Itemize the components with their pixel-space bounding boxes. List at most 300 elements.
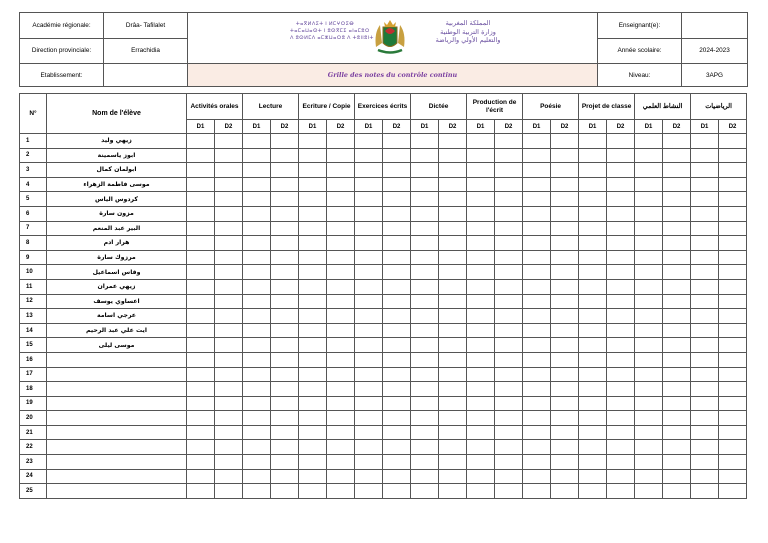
- grade-cell[interactable]: [215, 250, 243, 265]
- student-name[interactable]: اعساوي يوسف: [47, 294, 187, 309]
- grade-cell[interactable]: [411, 134, 439, 149]
- grade-cell[interactable]: [551, 236, 579, 251]
- grade-cell[interactable]: [243, 236, 271, 251]
- grade-cell[interactable]: [243, 411, 271, 426]
- grade-cell[interactable]: [215, 455, 243, 470]
- grade-cell[interactable]: [327, 236, 355, 251]
- grade-cell[interactable]: [719, 396, 747, 411]
- grade-cell[interactable]: [271, 250, 299, 265]
- grade-cell[interactable]: [243, 352, 271, 367]
- grade-cell[interactable]: [467, 206, 495, 221]
- grade-cell[interactable]: [579, 323, 607, 338]
- grade-cell[interactable]: [271, 148, 299, 163]
- grade-cell[interactable]: [299, 221, 327, 236]
- grade-cell[interactable]: [243, 396, 271, 411]
- grade-cell[interactable]: [187, 382, 215, 397]
- grade-cell[interactable]: [271, 221, 299, 236]
- grade-cell[interactable]: [299, 323, 327, 338]
- grade-cell[interactable]: [551, 382, 579, 397]
- grade-cell[interactable]: [635, 396, 663, 411]
- grade-cell[interactable]: [411, 367, 439, 382]
- grade-cell[interactable]: [383, 148, 411, 163]
- grade-cell[interactable]: [551, 484, 579, 499]
- grade-cell[interactable]: [187, 338, 215, 353]
- grade-cell[interactable]: [187, 163, 215, 178]
- grade-cell[interactable]: [663, 148, 691, 163]
- grade-cell[interactable]: [607, 148, 635, 163]
- grade-cell[interactable]: [551, 163, 579, 178]
- grade-cell[interactable]: [523, 469, 551, 484]
- grade-cell[interactable]: [495, 148, 523, 163]
- grade-cell[interactable]: [411, 382, 439, 397]
- grade-cell[interactable]: [271, 425, 299, 440]
- grade-cell[interactable]: [663, 163, 691, 178]
- grade-cell[interactable]: [635, 425, 663, 440]
- grade-cell[interactable]: [299, 352, 327, 367]
- grade-cell[interactable]: [439, 134, 467, 149]
- grade-cell[interactable]: [439, 192, 467, 207]
- grade-cell[interactable]: [691, 367, 719, 382]
- grade-cell[interactable]: [579, 294, 607, 309]
- grade-cell[interactable]: [355, 163, 383, 178]
- grade-cell[interactable]: [187, 309, 215, 324]
- grade-cell[interactable]: [355, 309, 383, 324]
- grade-cell[interactable]: [215, 338, 243, 353]
- grade-cell[interactable]: [551, 469, 579, 484]
- grade-cell[interactable]: [691, 440, 719, 455]
- grade-cell[interactable]: [271, 265, 299, 280]
- grade-cell[interactable]: [495, 177, 523, 192]
- grade-cell[interactable]: [215, 148, 243, 163]
- grade-cell[interactable]: [495, 396, 523, 411]
- grade-cell[interactable]: [635, 323, 663, 338]
- grade-cell[interactable]: [495, 352, 523, 367]
- grade-cell[interactable]: [691, 265, 719, 280]
- grade-cell[interactable]: [411, 352, 439, 367]
- grade-cell[interactable]: [691, 338, 719, 353]
- grade-cell[interactable]: [271, 411, 299, 426]
- grade-cell[interactable]: [439, 221, 467, 236]
- grade-cell[interactable]: [607, 484, 635, 499]
- grade-cell[interactable]: [467, 250, 495, 265]
- grade-cell[interactable]: [439, 440, 467, 455]
- grade-cell[interactable]: [411, 221, 439, 236]
- grade-cell[interactable]: [635, 411, 663, 426]
- grade-cell[interactable]: [579, 455, 607, 470]
- grade-cell[interactable]: [439, 469, 467, 484]
- grade-cell[interactable]: [635, 440, 663, 455]
- academie-value[interactable]: Drâa- Tafilalet: [104, 13, 188, 39]
- grade-cell[interactable]: [579, 250, 607, 265]
- grade-cell[interactable]: [663, 425, 691, 440]
- grade-cell[interactable]: [411, 236, 439, 251]
- grade-cell[interactable]: [663, 206, 691, 221]
- grade-cell[interactable]: [439, 309, 467, 324]
- grade-cell[interactable]: [495, 411, 523, 426]
- grade-cell[interactable]: [551, 352, 579, 367]
- grade-cell[interactable]: [579, 440, 607, 455]
- grade-cell[interactable]: [635, 469, 663, 484]
- grade-cell[interactable]: [607, 382, 635, 397]
- grade-cell[interactable]: [243, 221, 271, 236]
- grade-cell[interactable]: [551, 309, 579, 324]
- grade-cell[interactable]: [523, 250, 551, 265]
- grade-cell[interactable]: [607, 279, 635, 294]
- grade-cell[interactable]: [719, 279, 747, 294]
- grade-cell[interactable]: [383, 279, 411, 294]
- grade-cell[interactable]: [187, 250, 215, 265]
- grade-cell[interactable]: [635, 206, 663, 221]
- grade-cell[interactable]: [439, 148, 467, 163]
- grade-cell[interactable]: [523, 134, 551, 149]
- grade-cell[interactable]: [495, 367, 523, 382]
- grade-cell[interactable]: [243, 367, 271, 382]
- grade-cell[interactable]: [383, 352, 411, 367]
- grade-cell[interactable]: [495, 236, 523, 251]
- grade-cell[interactable]: [607, 309, 635, 324]
- grade-cell[interactable]: [523, 221, 551, 236]
- grade-cell[interactable]: [327, 192, 355, 207]
- grade-cell[interactable]: [215, 134, 243, 149]
- grade-cell[interactable]: [243, 265, 271, 280]
- grade-cell[interactable]: [215, 206, 243, 221]
- grade-cell[interactable]: [327, 396, 355, 411]
- grade-cell[interactable]: [327, 177, 355, 192]
- grade-cell[interactable]: [691, 484, 719, 499]
- grade-cell[interactable]: [663, 367, 691, 382]
- grade-cell[interactable]: [719, 309, 747, 324]
- grade-cell[interactable]: [243, 469, 271, 484]
- grade-cell[interactable]: [551, 279, 579, 294]
- grade-cell[interactable]: [719, 294, 747, 309]
- grade-cell[interactable]: [383, 338, 411, 353]
- grade-cell[interactable]: [523, 236, 551, 251]
- grade-cell[interactable]: [523, 177, 551, 192]
- grade-cell[interactable]: [243, 455, 271, 470]
- grade-cell[interactable]: [579, 221, 607, 236]
- grade-cell[interactable]: [187, 425, 215, 440]
- grade-cell[interactable]: [579, 367, 607, 382]
- grade-cell[interactable]: [635, 134, 663, 149]
- grade-cell[interactable]: [271, 163, 299, 178]
- grade-cell[interactable]: [607, 367, 635, 382]
- grade-cell[interactable]: [607, 265, 635, 280]
- grade-cell[interactable]: [523, 148, 551, 163]
- grade-cell[interactable]: [187, 469, 215, 484]
- grade-cell[interactable]: [355, 425, 383, 440]
- grade-cell[interactable]: [411, 440, 439, 455]
- grade-cell[interactable]: [271, 396, 299, 411]
- grade-cell[interactable]: [579, 134, 607, 149]
- grade-cell[interactable]: [467, 323, 495, 338]
- grade-cell[interactable]: [411, 250, 439, 265]
- grade-cell[interactable]: [327, 469, 355, 484]
- grade-cell[interactable]: [523, 338, 551, 353]
- grade-cell[interactable]: [187, 411, 215, 426]
- grade-cell[interactable]: [523, 279, 551, 294]
- grade-cell[interactable]: [691, 206, 719, 221]
- grade-cell[interactable]: [663, 484, 691, 499]
- grade-cell[interactable]: [439, 396, 467, 411]
- grade-cell[interactable]: [383, 134, 411, 149]
- grade-cell[interactable]: [355, 236, 383, 251]
- grade-cell[interactable]: [467, 236, 495, 251]
- student-name[interactable]: عرجي اسامة: [47, 309, 187, 324]
- grade-cell[interactable]: [439, 382, 467, 397]
- grade-cell[interactable]: [299, 309, 327, 324]
- grade-cell[interactable]: [607, 455, 635, 470]
- grade-cell[interactable]: [243, 484, 271, 499]
- grade-cell[interactable]: [439, 367, 467, 382]
- grade-cell[interactable]: [355, 206, 383, 221]
- grade-cell[interactable]: [467, 163, 495, 178]
- grade-cell[interactable]: [215, 265, 243, 280]
- grade-cell[interactable]: [579, 192, 607, 207]
- grade-cell[interactable]: [299, 134, 327, 149]
- grade-cell[interactable]: [467, 352, 495, 367]
- grade-cell[interactable]: [495, 338, 523, 353]
- grade-cell[interactable]: [299, 425, 327, 440]
- grade-cell[interactable]: [187, 484, 215, 499]
- grade-cell[interactable]: [691, 192, 719, 207]
- grade-cell[interactable]: [271, 279, 299, 294]
- grade-cell[interactable]: [523, 411, 551, 426]
- grade-cell[interactable]: [691, 323, 719, 338]
- grade-cell[interactable]: [383, 177, 411, 192]
- student-name[interactable]: [47, 411, 187, 426]
- grade-cell[interactable]: [635, 367, 663, 382]
- grade-cell[interactable]: [327, 294, 355, 309]
- grade-cell[interactable]: [271, 440, 299, 455]
- grade-cell[interactable]: [215, 396, 243, 411]
- grade-cell[interactable]: [467, 469, 495, 484]
- grade-cell[interactable]: [663, 221, 691, 236]
- grade-cell[interactable]: [355, 279, 383, 294]
- grade-cell[interactable]: [523, 294, 551, 309]
- grade-cell[interactable]: [579, 148, 607, 163]
- grade-cell[interactable]: [663, 265, 691, 280]
- grade-cell[interactable]: [635, 148, 663, 163]
- grade-cell[interactable]: [691, 221, 719, 236]
- grade-cell[interactable]: [299, 192, 327, 207]
- grade-cell[interactable]: [607, 134, 635, 149]
- student-name[interactable]: ايت علي عبد الرحيم: [47, 323, 187, 338]
- grade-cell[interactable]: [439, 163, 467, 178]
- grade-cell[interactable]: [467, 440, 495, 455]
- grade-cell[interactable]: [691, 396, 719, 411]
- grade-cell[interactable]: [467, 411, 495, 426]
- student-name[interactable]: [47, 352, 187, 367]
- grade-cell[interactable]: [215, 411, 243, 426]
- grade-cell[interactable]: [243, 338, 271, 353]
- student-name[interactable]: موسى فاطمة الزهراء: [47, 177, 187, 192]
- grade-cell[interactable]: [467, 455, 495, 470]
- grade-cell[interactable]: [691, 279, 719, 294]
- grade-cell[interactable]: [299, 250, 327, 265]
- grade-cell[interactable]: [187, 148, 215, 163]
- grade-cell[interactable]: [495, 221, 523, 236]
- grade-cell[interactable]: [635, 177, 663, 192]
- grade-cell[interactable]: [607, 163, 635, 178]
- grade-cell[interactable]: [299, 396, 327, 411]
- grade-cell[interactable]: [467, 396, 495, 411]
- grade-cell[interactable]: [327, 367, 355, 382]
- grade-cell[interactable]: [551, 411, 579, 426]
- grade-cell[interactable]: [551, 134, 579, 149]
- grade-cell[interactable]: [299, 236, 327, 251]
- grade-cell[interactable]: [383, 455, 411, 470]
- grade-cell[interactable]: [299, 367, 327, 382]
- grade-cell[interactable]: [467, 265, 495, 280]
- grade-cell[interactable]: [327, 250, 355, 265]
- grade-cell[interactable]: [691, 250, 719, 265]
- grade-cell[interactable]: [271, 206, 299, 221]
- grade-cell[interactable]: [495, 163, 523, 178]
- grade-cell[interactable]: [663, 192, 691, 207]
- grade-cell[interactable]: [495, 455, 523, 470]
- grade-cell[interactable]: [523, 265, 551, 280]
- grade-cell[interactable]: [411, 265, 439, 280]
- grade-cell[interactable]: [467, 338, 495, 353]
- grade-cell[interactable]: [243, 309, 271, 324]
- grade-cell[interactable]: [607, 323, 635, 338]
- grade-cell[interactable]: [523, 367, 551, 382]
- grade-cell[interactable]: [187, 323, 215, 338]
- grade-cell[interactable]: [635, 221, 663, 236]
- grade-cell[interactable]: [579, 338, 607, 353]
- student-name[interactable]: مزون سارة: [47, 206, 187, 221]
- student-name[interactable]: [47, 396, 187, 411]
- grade-cell[interactable]: [495, 134, 523, 149]
- grade-cell[interactable]: [439, 455, 467, 470]
- grade-cell[interactable]: [243, 323, 271, 338]
- grade-cell[interactable]: [607, 338, 635, 353]
- grade-cell[interactable]: [691, 236, 719, 251]
- grade-cell[interactable]: [215, 177, 243, 192]
- grade-cell[interactable]: [327, 148, 355, 163]
- grade-cell[interactable]: [271, 294, 299, 309]
- grade-cell[interactable]: [383, 440, 411, 455]
- grade-cell[interactable]: [187, 134, 215, 149]
- grade-cell[interactable]: [243, 134, 271, 149]
- grade-cell[interactable]: [411, 338, 439, 353]
- grade-cell[interactable]: [495, 265, 523, 280]
- grade-cell[interactable]: [383, 484, 411, 499]
- grade-cell[interactable]: [327, 352, 355, 367]
- grade-cell[interactable]: [411, 469, 439, 484]
- grade-cell[interactable]: [383, 250, 411, 265]
- grade-cell[interactable]: [579, 352, 607, 367]
- grade-cell[interactable]: [719, 250, 747, 265]
- grade-cell[interactable]: [383, 221, 411, 236]
- grade-cell[interactable]: [691, 455, 719, 470]
- grade-cell[interactable]: [411, 323, 439, 338]
- grade-cell[interactable]: [327, 411, 355, 426]
- grade-cell[interactable]: [719, 484, 747, 499]
- grade-cell[interactable]: [299, 177, 327, 192]
- grade-cell[interactable]: [495, 206, 523, 221]
- grade-cell[interactable]: [691, 163, 719, 178]
- etablissement-value[interactable]: [104, 64, 188, 87]
- grade-cell[interactable]: [719, 163, 747, 178]
- grade-cell[interactable]: [411, 148, 439, 163]
- grade-cell[interactable]: [663, 396, 691, 411]
- grade-cell[interactable]: [719, 177, 747, 192]
- grade-cell[interactable]: [383, 425, 411, 440]
- grade-cell[interactable]: [383, 469, 411, 484]
- student-name[interactable]: وقاس اسماعيل: [47, 265, 187, 280]
- grade-cell[interactable]: [551, 323, 579, 338]
- grade-cell[interactable]: [467, 134, 495, 149]
- grade-cell[interactable]: [411, 396, 439, 411]
- grade-cell[interactable]: [243, 206, 271, 221]
- grade-cell[interactable]: [355, 134, 383, 149]
- grade-cell[interactable]: [187, 396, 215, 411]
- grade-cell[interactable]: [355, 469, 383, 484]
- student-name[interactable]: موسى ليلى: [47, 338, 187, 353]
- grade-cell[interactable]: [243, 250, 271, 265]
- grade-cell[interactable]: [495, 309, 523, 324]
- grade-cell[interactable]: [635, 265, 663, 280]
- grade-cell[interactable]: [215, 440, 243, 455]
- student-name[interactable]: [47, 382, 187, 397]
- annee-value[interactable]: 2024-2023: [682, 38, 748, 64]
- grade-cell[interactable]: [327, 265, 355, 280]
- grade-cell[interactable]: [691, 425, 719, 440]
- student-name[interactable]: [47, 455, 187, 470]
- grade-cell[interactable]: [719, 323, 747, 338]
- grade-cell[interactable]: [635, 192, 663, 207]
- grade-cell[interactable]: [299, 338, 327, 353]
- grade-cell[interactable]: [299, 294, 327, 309]
- grade-cell[interactable]: [299, 469, 327, 484]
- grade-cell[interactable]: [523, 396, 551, 411]
- grade-cell[interactable]: [663, 279, 691, 294]
- grade-cell[interactable]: [579, 396, 607, 411]
- grade-cell[interactable]: [663, 236, 691, 251]
- grade-cell[interactable]: [439, 236, 467, 251]
- grade-cell[interactable]: [439, 425, 467, 440]
- grade-cell[interactable]: [691, 294, 719, 309]
- grade-cell[interactable]: [663, 352, 691, 367]
- grade-cell[interactable]: [271, 338, 299, 353]
- grade-cell[interactable]: [327, 440, 355, 455]
- grade-cell[interactable]: [271, 134, 299, 149]
- niveau-value[interactable]: 3APG: [682, 64, 748, 87]
- grade-cell[interactable]: [243, 148, 271, 163]
- grade-cell[interactable]: [327, 484, 355, 499]
- grade-cell[interactable]: [327, 455, 355, 470]
- grade-cell[interactable]: [495, 469, 523, 484]
- grade-cell[interactable]: [327, 382, 355, 397]
- grade-cell[interactable]: [607, 206, 635, 221]
- grade-cell[interactable]: [383, 323, 411, 338]
- grade-cell[interactable]: [495, 294, 523, 309]
- grade-cell[interactable]: [691, 382, 719, 397]
- grade-cell[interactable]: [327, 279, 355, 294]
- grade-cell[interactable]: [215, 425, 243, 440]
- grade-cell[interactable]: [635, 236, 663, 251]
- grade-cell[interactable]: [523, 206, 551, 221]
- grade-cell[interactable]: [215, 382, 243, 397]
- grade-cell[interactable]: [719, 236, 747, 251]
- student-name[interactable]: مرزوك سارة: [47, 250, 187, 265]
- grade-cell[interactable]: [271, 352, 299, 367]
- grade-cell[interactable]: [383, 163, 411, 178]
- grade-cell[interactable]: [635, 338, 663, 353]
- grade-cell[interactable]: [551, 265, 579, 280]
- grade-cell[interactable]: [355, 484, 383, 499]
